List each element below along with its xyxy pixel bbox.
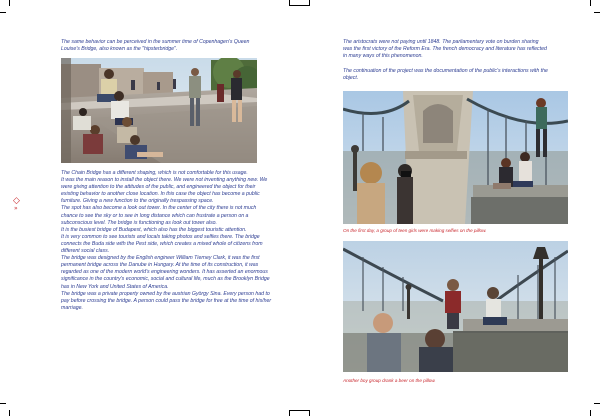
crop-mark [590,0,591,6]
right-intro-paragraph: The aristocrats were not paying until 1848. The parliamentary vote on burden sharing was the first victory of the Reform Era. The french democracy and literature has reflected in many ways of this phenomenon. [343,39,547,60]
crop-mark [289,411,290,416]
photo-bridge-crowd [61,58,257,163]
crop-mark [289,5,310,6]
left-body-text [61,170,273,312]
body-paragraph: It is very common to see tourists and locals taking photos and selfies there. The bridge connects the Buda side with the Pest side, which creates a mixed whole of citizens from different social class. [61,233,263,255]
crop-mark [9,0,10,6]
photo-boys-beer-pillow [343,241,568,372]
crop-mark [590,410,591,416]
body-paragraph: It is the busiest bridge of Budapest, which also has the biggest touristic attention. [61,226,247,233]
crop-mark [594,12,600,13]
left-intro-text: The same behavior can be perceived in the summer time of Copenhagen's Queen Louise's Bridge, also known as the "hipsterbridge". [61,39,250,53]
body-paragraph: It was the main reason to install the object there. We were not inventing anything new. We were giving attention to the attitudes of the public, and engineered the object for their existing behavior to another close location. In this case the object has become a public furniture. Giving a new function to the originally trespassing space. [61,177,268,205]
crop-mark [0,403,6,404]
crop-mark [289,410,310,411]
photo-caption: Another boy group drank a beer on the pillow. [343,378,436,383]
crop-mark [594,403,600,404]
body-paragraph: The spot has also become a look out tower. In the center of the city there is not much chance to see the sky or to see in long distance which can frustrate a person on a subconscious level. The bridge is functioning as look out tower also. [61,205,257,226]
crop-mark [0,12,6,13]
margin-chevron-icon: » [14,205,18,212]
photo-caption: On the first day, a group of teen girls were making selfies on the pillow. [343,228,487,233]
crop-mark [309,411,310,416]
body-paragraph: The bridge was a private property owned by the austrian György Sina. Every person had to pay before crossing the bridge. A person could pass the bridge for free at the time of his/her marriage. [61,290,272,311]
body-paragraph: The bridge was designed by the English engineer William Tierney Clark, it was the first permanent bridge across the Danube in Hungary. At the time of its construction, it was regarded as one of the modern world's engineering wonders. It has asserted an enormous significance in the country's economic, social and cultural life, much as the Brooklyn Bridge has in New York and United States of America. [61,255,270,290]
crop-mark [9,410,10,416]
body-paragraph: The Chain Bridge has a different shaping, which is not comfortable for this usage. [61,170,248,176]
right-intro-paragraph: The continuation of the project was the documentation of the public's interactions with the object. [343,68,548,82]
photo-teen-girls-pillow [343,91,568,224]
margin-diamond-icon: ◇ [13,196,20,206]
